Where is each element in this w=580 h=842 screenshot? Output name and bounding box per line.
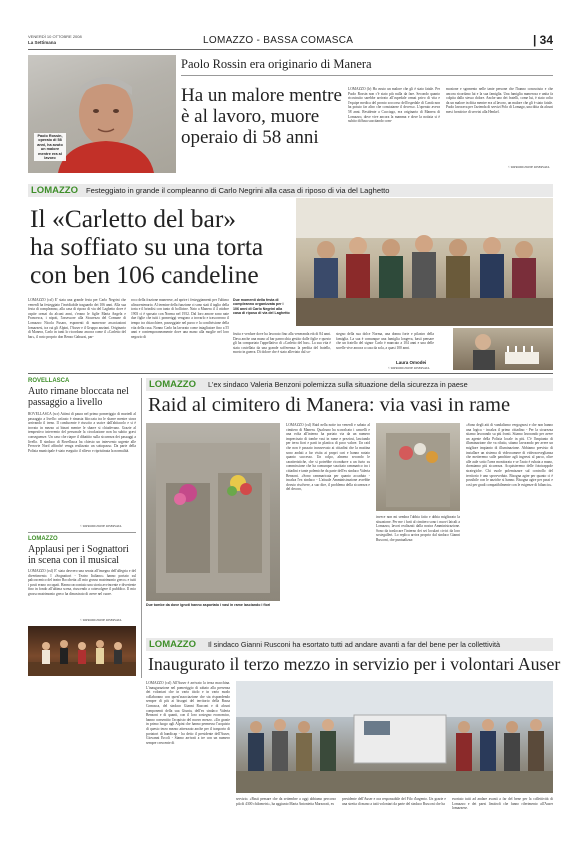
cimitero-tag: LOMAZZO (149, 379, 196, 390)
cimitero-strapline: L'ex sindaco Valeria Benzoni polemizza sulla situazione della sicurezza in paese (208, 380, 468, 389)
auser-group-photo (236, 681, 553, 793)
rossin-headline: Ha un malore mentre è al lavoro, muore operaio di 58 anni (181, 85, 342, 148)
article-negrini (28, 200, 553, 370)
negrini-tag: LOMAZZO (31, 185, 78, 196)
rossin-kicker: Paolo Rossin era originario di Manera (181, 57, 372, 71)
negrini-photo-caption: Due momenti della festa di compleanno organizzata per i 106 anni di Carlo Negrini alla casa di riposo di via del Laghetto (233, 298, 290, 316)
article-cimitero (146, 393, 553, 615)
party-photo-group (296, 198, 553, 326)
negrini-byline: Laura Omodei (396, 360, 427, 365)
cemetery-photo-2 (376, 423, 460, 511)
cemetery-photo (146, 423, 280, 601)
article-auser (146, 653, 561, 833)
auser-headline: Inaugurato il terzo mezzo in servizio per i volontari Auser (148, 654, 561, 674)
auser-strapline: Il sindaco Gianni Rusconi ha esortato tutti ad andare avanti a far del bene per la collettività (208, 640, 501, 649)
sognattori-copyright: © RIPRODUZIONE RISERVATA (80, 618, 122, 622)
negrini-strapline: Festeggiato in grande il compleanno di Carlo Negrini alla casa di riposo di via del Laghetto (86, 186, 390, 195)
sidebar (28, 378, 138, 678)
volunteers-with-vehicle-illustration (236, 681, 553, 793)
negrini-headline-l3: con ben 106 candeline (30, 260, 259, 289)
negrini-copyright: © RIPRODUZIONE RISERVATA (388, 366, 430, 370)
sognattori-body: LOMAZZO (csl) E' stata davvero una serata all'insegna dell'allegria e del divertimento. I «Sognattori - Teatro Italiano» hanno portato sul palcoscenico del teatro Rocchetta «Il mio grosso matrimonio greco» e tutti i posti erano occupati. Hanno raccontato una storia avvincente e divertente fino in fondo all'ultima scena, riuscendo a coinvolgere il pubblico. Il mio grosso matrimonio greco ha dimostrato di avere nel cuore. (28, 569, 136, 596)
cimitero-body-col1: LOMAZZO (csl) Raid nella notte tra venerdì e sabato al cimitero di Manera. Qualcuno ha scavalcato i cancelli e una volta all'interno ha portato via da un numero imprecisato di tombe vasi in rame e preziosi, lasciando per terra fiori e parti in plastica di poco valore. Un raid che non è passato inosservato ai cittadini che la mattina sono andati a far visita ai propri cari e hanno notato quanto successo. Un colpo, almeno secondo le caratteristiche, che si potrebbe ricondurre a un furto su commissione che ha comunque suscitato rammarico tra i cittadini e tante polemiche da parte dell'ex sindaco Valeria Benzoni. «Sono rammaricata per quanto accaduto - incalza l'ex sindaco - L'attuale Amministrazione avrebbe dovuto risolvere, a suo dire, il problema della sicurezza e del decoro, (286, 423, 370, 492)
sognattori-headline: Applausi per i Sognattori in scena con il musical (28, 544, 129, 566)
auser-body-col1: LOMAZZO (csl) All'Auser è arrivato la terza macchina. L'inaugurazione nel pomeriggio di sabato alla presenza dei volontari che in vario titolo e in vario modo collaborano con quest'associazione che sta rispondendo sempre di più ai bisogni del territorio della Bassa Comasca, del sindaco Gianni Rusconi e di alcuni componenti della sua Giunta, dell'ex sindaco Valeria Benzoni e di quanti, con il loro sostegno economico, hanno consentito l'acquisto del nuovo mezzo. «Un grazie in primo luogo agli Alpini che hanno permesso l'acquisto di questo terzo mezzo attrezzato anche per il trasporto di portatori di handicap - ha detto il presidente dell'Auser, Giovanni Ercoli - Siamo arrivati a tre con un numero sempre crescente di (146, 681, 230, 745)
portrait-photo (28, 55, 176, 173)
negrini-body-col2: roco della frazione manerese, ad aprire i festeggiamenti per l'ultimo ultracentenario. Al termine della funzione ci sono stati il taglio della torta e il brindisi con tanto di bollicine. Nato a Manera il 4 ottobre 1903 ci è sposato con Norma nel 1952. Dal loro amore sono nate due figlie che tutti i pomeriggi vengono a trovarlo e trascorrono il tempo tra chiacchiere, passeggiate nel parco e la condivisione della vita della casa. Nonno Carlo ha lavorato come intagliatore fino a 55 anni e contemporaneamente dove una mano alla moglie nel loro negozio di (131, 298, 229, 339)
strapline-band-negrini (28, 184, 553, 197)
cimitero-body-col3: «Sono degli atti di vandalismo vergognosi e che non hanno una logica - incalza il primo cittadino - Per la sicurezza stiamo lavorando su più fronti. Stiamo lavorando per avere un agente della Polizia locale in più. C'è l'impianto di illuminazione che va rifatto, stiamo lavorando per avere un migliore impianto di illuminazione. Abbiamo previsto di installare un sistema di videocamere di videosorveglianza che metteremo sulle panchine agli ingressi al parco, oltre alle aule sotto l'area monitorata e se l'auto è rubata a mano, dormiamo più sicurezza. Acquisteremo delle fototrappole strategiche. Chi vuole polemizzare sul controllo del territorio è uno sprovveduto. Bisogna agire per quanto ci è possibile con le anziche si hanno. Bisogna agire per passi e così per gradi compatibilmente con le esigenze di bilancio». (466, 423, 553, 487)
theatre-photo (28, 626, 136, 676)
masthead (28, 32, 553, 52)
rossin-body-col1: LOMAZZO (lr) Ha avuto un malore che gli è stato fatale. Per Paolo Rossin non c'è stato più nulla da fare. Secondo quanto ricostruito sarebbe arrivato all'ospedale ormai privo di vita e l'equipe medica del pronto soccorso dell'ospedale di Cantù non ha potuto far altro che constatarne il decesso. L'operaio aveva 58 anni. Residente a Cucciago, era originario di Manera di Lomazzo, dove vive ancora la mamma e dove la notizia si è subito diffusa suscitando com- (348, 87, 440, 124)
cimitero-headline: Raid al cimitero di Manera: via vasi in rame (148, 394, 511, 416)
rossin-body-col2: mozione e sgomento nelle tante persone che l'hanno conosciuto e che ancora ricordano lui e la sua famiglia. Una famiglia numerosa e unita fa colpita dallo stesso dolore. Anche uno dei fratelli, come lui, è stato colto da un malore in ditta mentre era al lavoro, un malore che gli è stato fatale. Paolo lavorava per l'azienda di servizi Polo di Lomago, una ditta da alcuni mesi fornitrice di servizi alla Henkel. (446, 87, 553, 114)
rovellasca-copyright: © RIPRODUZIONE RISERVATA (80, 524, 122, 528)
tomb-flowers-illustration (376, 423, 460, 511)
tombs-illustration (146, 423, 280, 601)
party-photo-cake (453, 328, 553, 370)
negrini-body-col3: frutta e verdure dove ha lavorato fino alla veneranda età di 84 anni. Dava anche una mano al bar parrocchia gestito dalle figlie e questo gli ha comportato l'appellativo di «Carletto del bar». La sua vita è stata costellata da una grande sofferenza: la perdita del fratello, morto in guerra. Di dolore che è stato alleviato dal so- (233, 332, 331, 355)
sognattori-tag: LOMAZZO (28, 536, 58, 542)
birthday-cake-icon (453, 328, 553, 370)
kicker-rule (181, 75, 553, 76)
auser-tag: LOMAZZO (149, 639, 196, 650)
negrini-body-col1: LOMAZZO (csl) E' stata una grande festa per Carlo Negrini che venerdì ha festeggiato l'invidiabile traguardo dei 106 anni. Alla sua festa di compleanno, alla casa di riposo di via del Laghetto dove è ospite ormai da alcuni anni, c'erano le figlie Maria Angela e Francesca, i nipoti, l'assessore alla Sicurezza del Comune di Lomazzo Nicola Fusaro, esponenti di numerose associazioni lomazzesi, tra cui gli Alpini, l'Auser e il Gruppo anziani. Originario di Manera, Carlo in tanti lo ricordano ancora come il «Carletto del bar», il noto proprio don Renzo Gabuzzi, par- (28, 298, 126, 339)
auser-body-col3: presidente dell'Auser e ora responsabile del Filo d'argento. Un grazie e una stretta di mano a tutti volontari da parte del sindaco Rusconi che ha (342, 797, 446, 806)
rovellasca-headline: Auto rimane bloccata nel passaggio a livello (28, 386, 129, 408)
portrait-caption: Paolo Rossin, operaio di 58 anni, ha avuto un malore mentre era al lavoro (34, 133, 66, 161)
party-group-illustration (296, 198, 553, 326)
masthead-paper: La Settimana (28, 40, 57, 45)
masthead-rule (28, 49, 553, 50)
section-divider-1 (28, 373, 553, 374)
negrini-body-col4: stegno della sua dolce Norma, una donna forte e pilastro della famiglia. La sua è comunque una famiglia longeva, basti pensare che un fratello del signor Carlo è mancato a 104 anni e una delle sorelle vive ancora a casa da sola, a quasi 100 anni. (336, 332, 434, 350)
auser-body-col4: esortato tutti ad andare avanti a far del bene per la collettività di Lomazzo e dei paesi limitrofi che fanno riferimento all'Auser lomazzese. (452, 797, 553, 811)
cimitero-body-col2: invece non mi sembra l'abbia fatto e abbia migliorato la situazione. Per me i furti al cimitero sono i nuovi laicali a Lomazzo, lavori realizzati dalla nostra Amministrazione. Sono da traslocare l'interno dei sei loculari civici da loro sostegalleri. Lo replica arriva proprio dal sindaco Gianni Rusconi, che puntualizza: (376, 515, 460, 542)
page-number: | 34 (532, 33, 553, 47)
rovellasca-body: ROVELLASCA (scr) Attimi di paura nel primo pomeriggio di martedì al passaggio a livello: un'auto è rimasta bloccata tra le sbarre mentre stava arrivando il treno. Il conducente è riuscito a uscire dall'abitacolo e si è trovato in mezzo ai binari mentre le sbarre si chiudevano. Grazie al tempestivo intervento del personale la circolazione non ha subito gravi conseguenze. Un caso che riapre il dibattito sulla sicurezza dei passaggi a livello. Il sindaco di Rovellasca ha chiesto un intervento urgente alle Ferrovie Nord affinché venga realizzato un sottopasso. Da parte della Polizia municipale è stato eseguito il rilievo e ripristinata la normalità. (28, 412, 136, 453)
cemetery-photo-caption: Due tombe da dove ignoti hanno asportato i vasi in rame lasciando i fiori (146, 603, 271, 607)
strapline-band-cimitero (146, 378, 553, 391)
stage-performers-illustration (28, 626, 136, 676)
auser-body-col2: servizio. «Basti pensare che da settembre a oggi abbiamo percorso più di 4300 chilometri», ha aggiunto Maria Antonietta Marzorati, ex (236, 797, 336, 806)
negrini-headline-l1: Il «Carletto del bar» (30, 204, 237, 233)
article-rossin (28, 55, 553, 175)
masthead-date: VENERDÌ 10 OTTOBRE 2008 (28, 34, 82, 39)
rossin-copyright: © RIPRODUZIONE RISERVATA (508, 165, 550, 169)
rovellasca-tag: ROVELLASCA (28, 378, 70, 384)
sidebar-vertical-rule (141, 378, 142, 678)
sidebar-rule (28, 532, 136, 533)
section-title: LOMAZZO - BASSA COMASCA (203, 35, 354, 46)
negrini-headline-l2: ha soffiato su una torta (30, 232, 264, 261)
strapline-band-auser (146, 638, 553, 651)
